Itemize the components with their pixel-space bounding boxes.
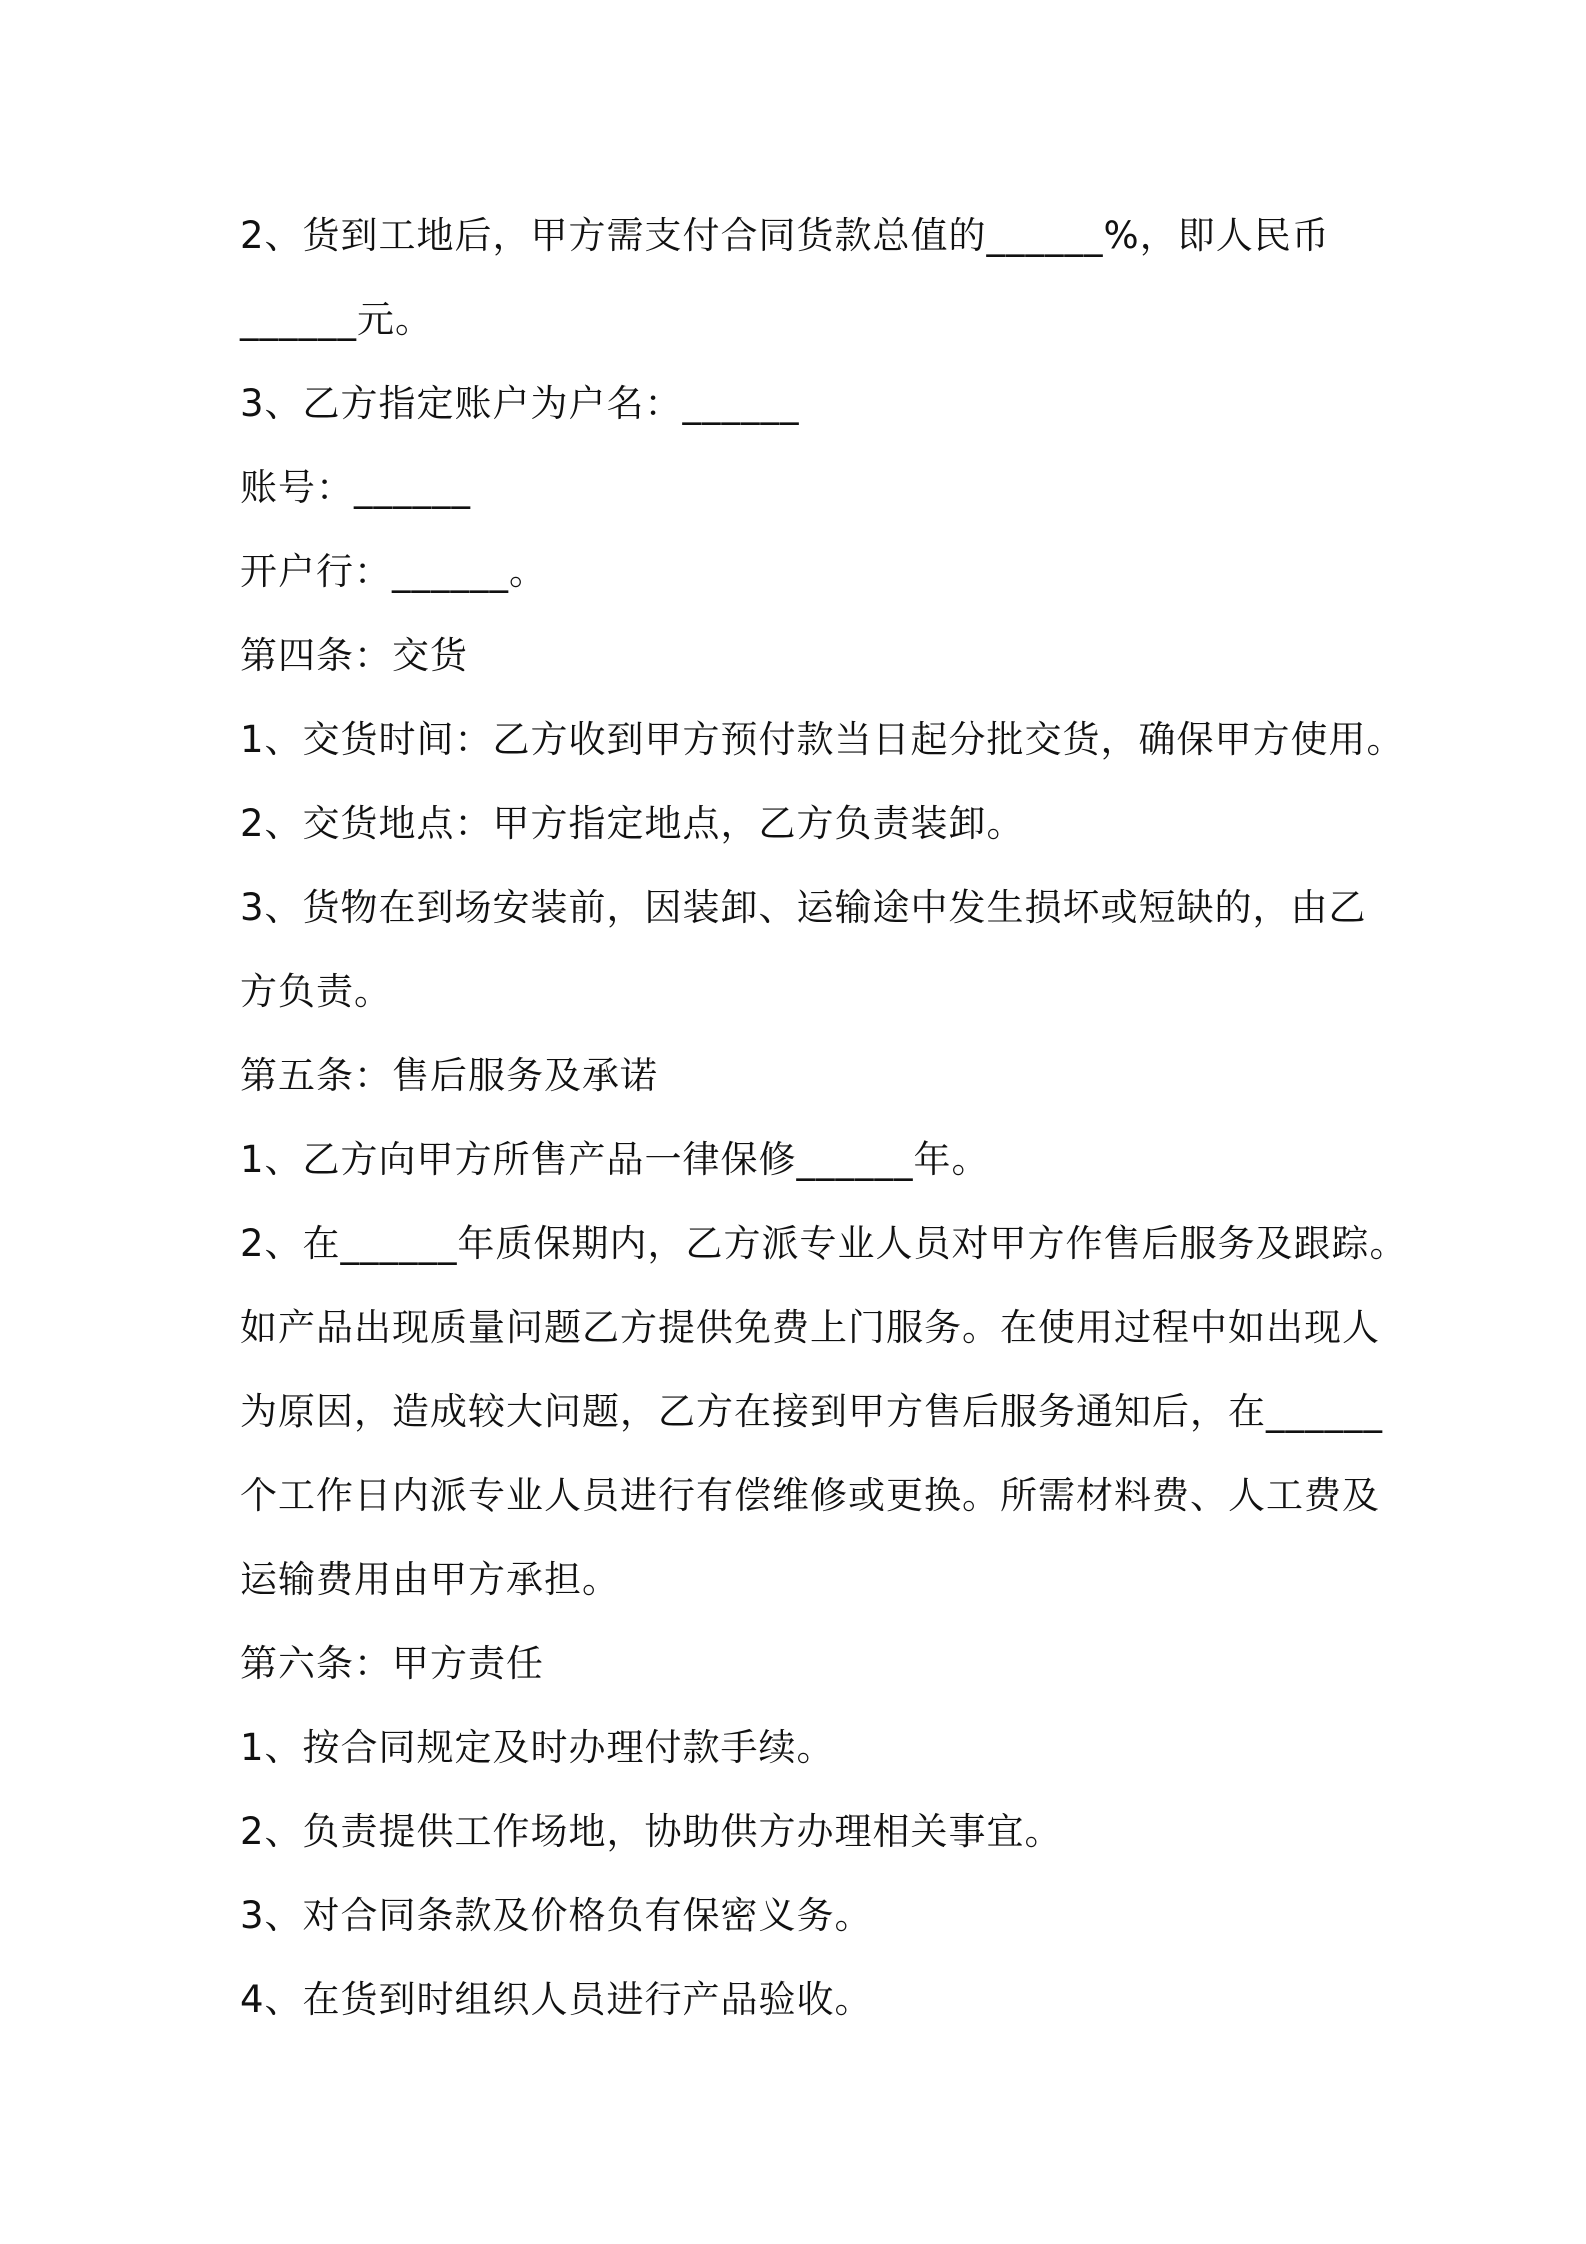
article-5-item-2-cont-2: 为原因，造成较大问题，乙方在接到甲方售后服务通知后，在______ bbox=[240, 1390, 1383, 1433]
article-5-item-2-cont-1: 如产品出现质量问题乙方提供免费上门服务。在使用过程中如出现人 bbox=[240, 1306, 1380, 1349]
article-4-item-3-cont: 方负责。 bbox=[240, 970, 392, 1013]
article-6-item-4: 4、在货到时组织人员进行产品验收。 bbox=[240, 1978, 873, 2021]
document-body bbox=[240, 194, 1408, 2042]
article-4-item-2: 2、交货地点：甲方指定地点，乙方负责装卸。 bbox=[240, 802, 1025, 845]
article-6-item-1: 1、按合同规定及时办理付款手续。 bbox=[240, 1726, 835, 1769]
article-5-item-2-cont-3: 个工作日内派专业人员进行有偿维修或更换。所需材料费、人工费及 bbox=[240, 1474, 1380, 1517]
article-6-item-3: 3、对合同条款及价格负有保密义务。 bbox=[240, 1894, 873, 1937]
article-5-heading: 第五条：售后服务及承诺 bbox=[240, 1054, 658, 1097]
article-6-item-2: 2、负责提供工作场地，协助供方办理相关事宜。 bbox=[240, 1810, 1063, 1853]
article-5-item-2-cont-4: 运输费用由甲方承担。 bbox=[240, 1558, 620, 1601]
article-4-item-1: 1、交货时间：乙方收到甲方预付款当日起分批交货，确保甲方使用。 bbox=[240, 718, 1405, 761]
article-5-item-2: 2、在______年质保期内，乙方派专业人员对甲方作售后服务及跟踪。 bbox=[240, 1222, 1408, 1265]
article-6-heading: 第六条：甲方责任 bbox=[240, 1642, 544, 1685]
bank-name: 开户行：______。 bbox=[240, 550, 547, 593]
article-5-item-1: 1、乙方向甲方所售产品一律保修______年。 bbox=[240, 1138, 990, 1181]
clause-3-item-3-account-name: 3、乙方指定账户为户名：______ bbox=[240, 382, 800, 425]
article-4-heading: 第四条：交货 bbox=[240, 634, 468, 677]
clause-3-item-2: 2、货到工地后，甲方需支付合同货款总值的______%，即人民币 bbox=[240, 214, 1330, 257]
account-number: 账号：______ bbox=[240, 466, 471, 509]
article-4-item-3: 3、货物在到场安装前，因装卸、运输途中发生损坏或短缺的，由乙 bbox=[240, 886, 1367, 929]
clause-3-item-2-cont: ______元。 bbox=[240, 298, 433, 341]
